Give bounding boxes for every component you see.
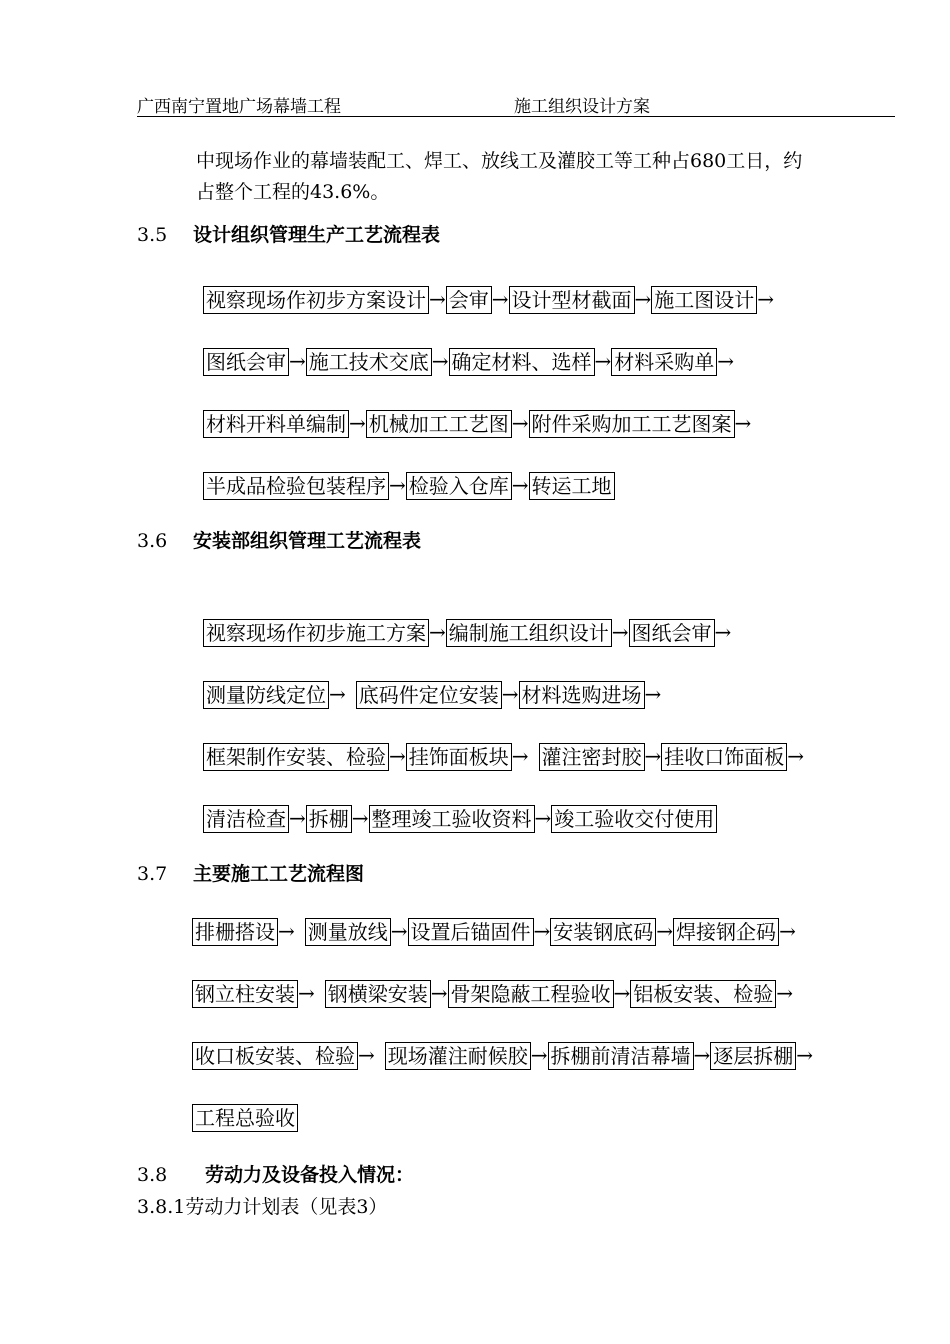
section-title: 劳动力及设备投入情况： xyxy=(205,1164,415,1186)
section-number: 3.6 xyxy=(137,530,168,552)
arrow-icon: → xyxy=(787,744,805,768)
section-3-6-heading xyxy=(137,526,421,553)
flow-step: 图纸会审 xyxy=(629,619,715,647)
flow-step: 视察现场作初步施工方案 xyxy=(203,619,429,647)
arrow-icon: → xyxy=(776,981,794,1005)
arrow-icon: → xyxy=(429,287,446,311)
flow-step: 挂饰面板块 xyxy=(406,743,512,771)
flow-step: 逐层拆棚 xyxy=(710,1042,796,1070)
flow-step: 拆棚前清洁幕墙 xyxy=(548,1042,694,1070)
flow-step: 挂收口饰面板 xyxy=(661,743,787,771)
intro-line-1: 中现场作业的幕墙装配工、焊工、放线工及灌胶工等工种占680工日，约 xyxy=(196,150,803,172)
flow37-row-3 xyxy=(192,1042,813,1070)
flow-step: 确定材料、选样 xyxy=(449,348,595,376)
arrow-icon: → xyxy=(534,806,552,830)
section-title: 设计组织管理生产工艺流程表 xyxy=(193,224,441,246)
arrow-icon: → xyxy=(289,806,306,830)
flow-step: 设置后锚固件 xyxy=(408,918,534,946)
section-number: 3.8 xyxy=(137,1164,168,1186)
intro-paragraph xyxy=(196,146,906,208)
flow-step: 材料选购进场 xyxy=(519,681,645,709)
flow36-row-1 xyxy=(203,619,731,647)
flow37-row-2 xyxy=(192,980,793,1008)
flow-step: 竣工验收交付使用 xyxy=(551,805,717,833)
arrow-icon: → xyxy=(329,682,346,706)
arrow-icon: → xyxy=(389,473,406,497)
flow-step: 机械加工工艺图 xyxy=(366,410,512,438)
flow-step: 施工技术交底 xyxy=(306,348,432,376)
arrow-icon: → xyxy=(714,620,732,644)
arrow-icon: → xyxy=(358,1043,375,1067)
flow-step: 工程总验收 xyxy=(192,1104,298,1132)
arrow-icon: → xyxy=(511,744,529,768)
arrow-icon: → xyxy=(351,806,369,830)
flow35-row-3 xyxy=(203,410,751,438)
page-header xyxy=(137,92,895,117)
arrow-icon: → xyxy=(501,682,519,706)
section-title: 主要施工工艺流程图 xyxy=(193,863,365,885)
flow-step: 收口板安装、检验 xyxy=(192,1042,358,1070)
section-3-7-heading xyxy=(137,859,364,886)
arrow-icon: → xyxy=(693,1043,711,1067)
flow36-row-4 xyxy=(203,805,717,833)
flow-step: 整理竣工验收资料 xyxy=(369,805,535,833)
flow-step: 半成品检验包装程序 xyxy=(203,472,389,500)
arrow-icon: → xyxy=(530,1043,548,1067)
flow-step: 转运工地 xyxy=(529,472,615,500)
arrow-icon: → xyxy=(389,744,406,768)
flow-step: 编制施工组织设计 xyxy=(446,619,612,647)
arrow-icon: → xyxy=(779,919,796,943)
arrow-icon: → xyxy=(431,349,449,373)
flow-step: 视察现场作初步方案设计 xyxy=(203,286,429,314)
arrow-icon: → xyxy=(289,349,306,373)
flow36-row-3 xyxy=(203,743,804,771)
arrow-icon: → xyxy=(349,411,366,435)
flow-step: 施工图设计 xyxy=(651,286,757,314)
flow-step: 灌注密封胶 xyxy=(539,743,645,771)
arrow-icon: → xyxy=(594,349,612,373)
arrow-icon: → xyxy=(717,349,735,373)
arrow-icon: → xyxy=(757,287,775,311)
flow-step: 焊接钢企码 xyxy=(673,918,779,946)
flow-step: 清洁检查 xyxy=(203,805,289,833)
flow-step: 钢横梁安装 xyxy=(325,980,431,1008)
arrow-icon: → xyxy=(511,473,529,497)
flow-step: 骨架隐蔽工程验收 xyxy=(448,980,614,1008)
flow-step: 框架制作安装、检验 xyxy=(203,743,389,771)
flow-step: 测量放线 xyxy=(305,918,391,946)
arrow-icon: → xyxy=(644,682,662,706)
arrow-icon: → xyxy=(533,919,551,943)
flow35-row-1 xyxy=(203,286,774,314)
flow-step: 设计型材截面 xyxy=(509,286,635,314)
arrow-icon: → xyxy=(278,919,295,943)
arrow-icon: → xyxy=(429,620,446,644)
flow-step: 材料采购单 xyxy=(611,348,717,376)
flow-step: 检验入仓库 xyxy=(406,472,512,500)
flow-step: 拆棚 xyxy=(306,805,352,833)
section-title: 安装部组织管理工艺流程表 xyxy=(193,530,422,552)
arrow-icon: → xyxy=(734,411,752,435)
arrow-icon: → xyxy=(430,981,448,1005)
arrow-icon: → xyxy=(634,287,652,311)
flow-step: 附件采购加工工艺图案 xyxy=(529,410,735,438)
arrow-icon: → xyxy=(644,744,662,768)
flow-step: 排栅搭设 xyxy=(192,918,278,946)
flow35-row-4 xyxy=(203,472,615,500)
arrow-icon: → xyxy=(390,919,408,943)
header-project-name: 广西南宁置地广场幕墙工程 xyxy=(137,97,341,117)
arrow-icon: → xyxy=(656,919,674,943)
subsection-3-8-1: 3.8.1劳动力计划表（见表3） xyxy=(137,1196,388,1218)
section-3-8-heading xyxy=(137,1160,414,1187)
arrow-icon: → xyxy=(613,981,631,1005)
arrow-icon: → xyxy=(491,287,509,311)
flow-step: 铝板安装、检验 xyxy=(630,980,776,1008)
section-3-5-heading xyxy=(137,220,440,247)
flow36-row-2 xyxy=(203,681,661,709)
arrow-icon: → xyxy=(511,411,529,435)
flow-step: 底码件定位安装 xyxy=(356,681,502,709)
section-number: 3.7 xyxy=(137,863,168,885)
arrow-icon: → xyxy=(298,981,315,1005)
flow-step: 钢立柱安装 xyxy=(192,980,298,1008)
arrow-icon: → xyxy=(796,1043,814,1067)
section-number: 3.5 xyxy=(137,224,168,246)
arrow-icon: → xyxy=(611,620,629,644)
flow-step: 安装钢底码 xyxy=(550,918,656,946)
flow-step: 测量防线定位 xyxy=(203,681,329,709)
header-document-title: 施工组织设计方案 xyxy=(514,97,650,117)
flow37-row-4 xyxy=(192,1104,298,1132)
flow35-row-2 xyxy=(203,348,734,376)
flow-step: 材料开料单编制 xyxy=(203,410,349,438)
flow-step: 图纸会审 xyxy=(203,348,289,376)
flow-step: 现场灌注耐候胶 xyxy=(385,1042,531,1070)
intro-line-2: 占整个工程的43.6%。 xyxy=(196,181,390,203)
flow-step: 会审 xyxy=(446,286,492,314)
flow37-row-1 xyxy=(192,918,796,946)
